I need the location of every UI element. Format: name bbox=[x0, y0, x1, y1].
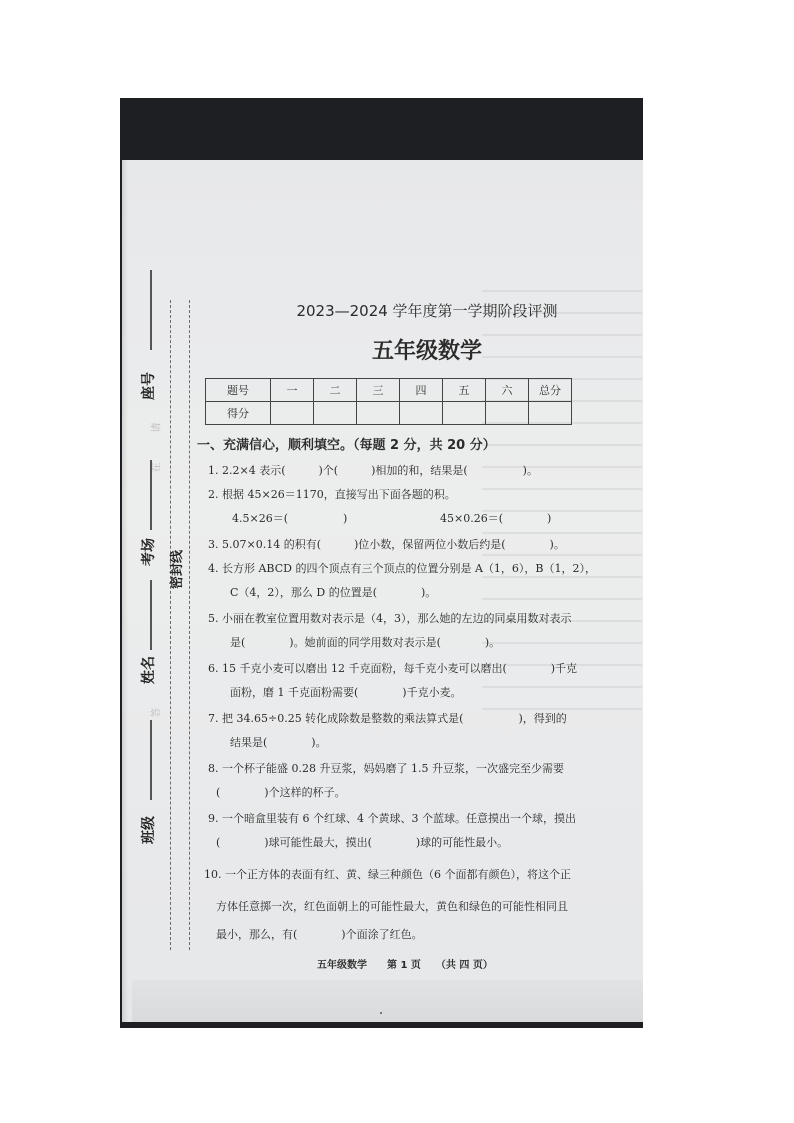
score-cell: 四 bbox=[400, 379, 443, 402]
margin-mark: 答 bbox=[151, 707, 163, 718]
score-cell: 总分 bbox=[529, 379, 572, 402]
question-line: 6. 15 千克小麦可以磨出 12 千克面粉，每千克小麦可以磨出( )千克 bbox=[208, 662, 578, 675]
score-input-cell[interactable] bbox=[314, 402, 357, 425]
question-line: 4.5×26＝( ) bbox=[232, 512, 348, 525]
margin-mark: 请 bbox=[151, 422, 163, 433]
class-underline bbox=[150, 720, 152, 800]
question-line: 5. 小丽在教室位置用数对表示是（4，3），那么她的左边的同桌用数对表示 bbox=[208, 612, 572, 625]
question-line: 10. 一个正方体的表面有红、黄、绿三种颜色（6 个面都有颜色），将这个正 bbox=[204, 868, 571, 881]
question-line: 结果是( )。 bbox=[230, 736, 327, 749]
score-cell: 五 bbox=[443, 379, 486, 402]
score-input-cell[interactable] bbox=[357, 402, 400, 425]
seat-underline bbox=[150, 270, 152, 350]
paper-shadow bbox=[122, 160, 128, 1022]
score-input-cell[interactable] bbox=[529, 402, 572, 425]
margin-mark: 在 bbox=[151, 462, 163, 473]
name-underline bbox=[150, 580, 152, 650]
paper-lower-sheet bbox=[132, 980, 643, 1022]
score-table-score-row bbox=[206, 402, 572, 425]
question-line: 最小，那么，有( )个面涂了红色。 bbox=[216, 928, 423, 941]
question-line: 45×0.26＝( ) bbox=[440, 512, 552, 525]
question-line: 2. 根据 45×26＝1170，直接写出下面各题的积。 bbox=[208, 488, 456, 501]
question-line: C（4，2），那么 D 的位置是( )。 bbox=[230, 586, 437, 599]
subject-title: 五年级数学 bbox=[371, 339, 482, 364]
question-line: ( )个这样的杯子。 bbox=[216, 786, 346, 799]
section-heading: 一、充满信心，顺利填空。（每题 2 分，共 20 分） bbox=[197, 438, 496, 453]
score-cell: 一 bbox=[271, 379, 314, 402]
score-input-cell[interactable] bbox=[443, 402, 486, 425]
exam-room-label: 考场 bbox=[141, 538, 157, 566]
seat-label: 座号 bbox=[141, 372, 157, 400]
question-line: 8. 一个杯子能盛 0.28 升豆浆，妈妈磨了 1.5 升豆浆，一次盛完至少需要 bbox=[208, 762, 564, 775]
question-line: 方体任意掷一次，红色面朝上的可能性最大，黄色和绿色的可能性相同且 bbox=[216, 900, 568, 913]
question-line: 3. 5.07×0.14 的积有( )位小数，保留两位小数后约是( )。 bbox=[208, 538, 565, 551]
question-line: 4. 长方形 ABCD 的四个顶点有三个顶点的位置分别是 A（1，6），B（1，2）， bbox=[208, 562, 596, 575]
exam-room-underline bbox=[150, 460, 152, 530]
score-input-cell[interactable] bbox=[400, 402, 443, 425]
score-input-cell[interactable] bbox=[486, 402, 529, 425]
question-line: ( )球可能性最大，摸出( )球的可能性最小。 bbox=[216, 836, 509, 849]
score-cell: 六 bbox=[486, 379, 529, 402]
question-line: 是( )。她前面的同学用数对表示是( )。 bbox=[230, 636, 501, 649]
exam-paper bbox=[122, 160, 643, 1022]
question-line: 9. 一个暗盒里装有 6 个红球、4 个黄球、3 个蓝球。任意摸出一个球，摸出 bbox=[208, 812, 576, 825]
binding-dashed-lines bbox=[170, 300, 190, 950]
score-cell: 题号 bbox=[206, 379, 271, 402]
seal-line-label: 密封线 bbox=[170, 549, 186, 590]
class-label: 班级 bbox=[141, 816, 157, 844]
page-footer: 五年级数学 第 1 页 （共 四 页） bbox=[317, 960, 493, 971]
question-line: 面粉，磨 1 千克面粉需要( )千克小麦。 bbox=[230, 686, 462, 699]
exam-photo bbox=[120, 98, 643, 1028]
dust-speck bbox=[380, 1012, 382, 1014]
score-cell: 得分 bbox=[206, 402, 271, 425]
score-cell: 二 bbox=[314, 379, 357, 402]
score-table bbox=[205, 378, 572, 425]
score-input-cell[interactable] bbox=[271, 402, 314, 425]
score-table-header-row bbox=[206, 379, 572, 402]
question-line: 1. 2.2×4 表示( )个( )相加的和，结果是( )。 bbox=[208, 464, 538, 477]
question-line: 7. 把 34.65÷0.25 转化成除数是整数的乘法算式是( )，得到的 bbox=[208, 712, 567, 725]
term-title: 2023—2024 学年度第一学期阶段评测 bbox=[296, 302, 558, 320]
score-cell: 三 bbox=[357, 379, 400, 402]
name-label: 姓名 bbox=[141, 656, 157, 684]
